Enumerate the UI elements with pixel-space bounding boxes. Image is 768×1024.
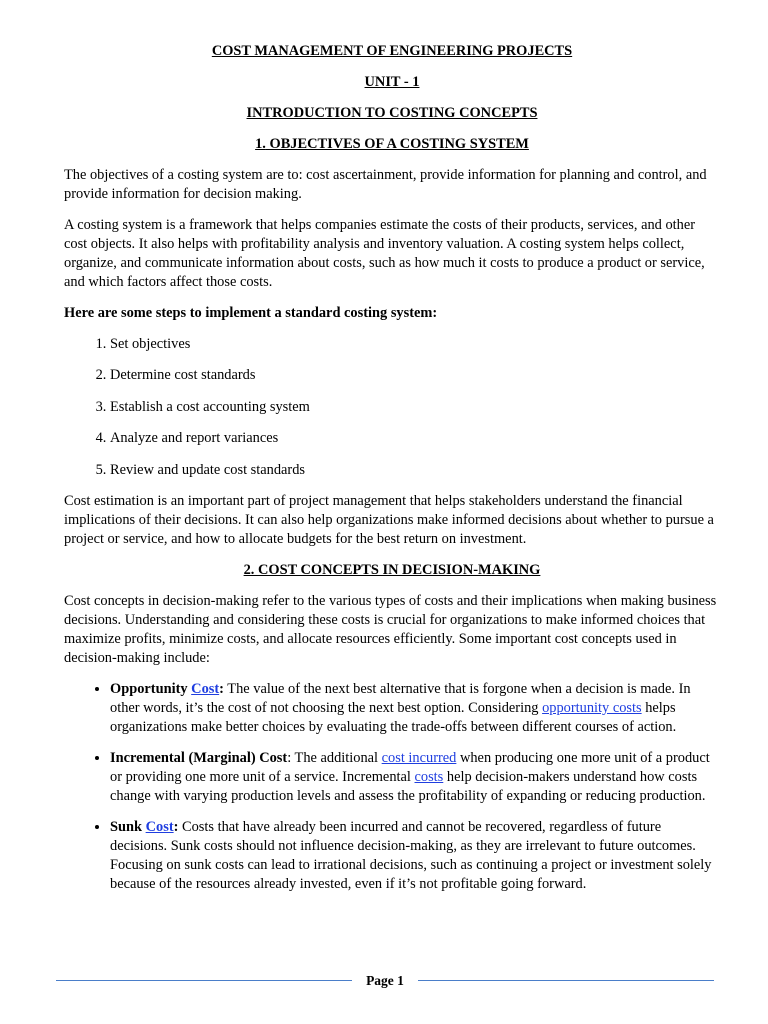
steps-list xyxy=(64,335,720,480)
list-item: 3. Establish a cost accounting system xyxy=(110,398,720,417)
list-item: 1. Set objectives xyxy=(110,335,720,354)
list-item: 2. Determine cost standards xyxy=(110,366,720,385)
section-1-heading xyxy=(64,135,720,154)
section-1-paragraph-3: Cost estimation is an important part of project management that helps stakeholders understand the financial implications of their decisions. It can also help organizations make informed decisions about whether to pursue a project or service, and how to allocate budgets for the best return on investment. xyxy=(64,492,714,547)
section-1-title: OBJECTIVES OF A COSTING SYSTEM xyxy=(269,136,529,152)
page-footer xyxy=(56,970,714,992)
term-incremental: Incremental (Marginal) Cost xyxy=(110,749,288,766)
steps-heading: Here are some steps to implement a standard costing system: xyxy=(64,305,438,321)
document-page xyxy=(64,42,720,906)
opportunity-costs-link[interactable]: opportunity costs xyxy=(542,699,642,716)
term-colon: : xyxy=(219,680,224,697)
cost-link[interactable]: Cost xyxy=(191,680,220,697)
incremental-text-1: : The additional xyxy=(287,749,382,766)
incremental-text-3: help decision-makers understand how costs change with varying production levels and assess the profitability of expanding or reducing production. xyxy=(110,768,706,804)
cost-incurred-link[interactable]: cost incurred xyxy=(381,749,457,766)
incremental-text-2: when producing one more unit of a product or providing one more unit of a service. Incremental xyxy=(110,749,710,785)
chapter-heading: INTRODUCTION TO COSTING CONCEPTS xyxy=(246,105,538,121)
section-1-paragraph-1: The objectives of a costing system are to: cost ascertainment, provide information for planning and control, and provide information for decision making. xyxy=(64,167,707,202)
term-opportunity: Opportunity xyxy=(110,680,192,697)
opportunity-text-1: The value of the next best alternative that is forgone when a decision is made. In other words, it’s the cost of not choosing the next best option. Considering xyxy=(110,680,691,716)
section-1-paragraph-2: A costing system is a framework that helps companies estimate the costs of their products, services, and other cost objects. It also helps with profitability analysis and inventory valuation. A costing system helps collect, organize, and communicate information about costs, such as how much it costs to produce a product or service, and which factors affect those costs. xyxy=(64,217,705,290)
list-item-sunk-cost xyxy=(110,818,720,894)
section-2-intro: Cost concepts in decision-making refer to the various types of costs and their implications when making business decisions. Understanding and considering these costs is crucial for organizations to make informed choices that maximize profits, minimize costs, and allocate resources efficiently. Some important cost concepts used in decision-making include: xyxy=(64,592,717,666)
list-item-opportunity-cost xyxy=(110,680,720,737)
costs-link[interactable]: costs xyxy=(414,768,444,785)
term-colon: : xyxy=(173,818,179,835)
page-number: Page 1 xyxy=(366,973,404,988)
opportunity-text-2: helps organizations make better choices by evaluating the trade-offs between different courses of action. xyxy=(110,699,677,735)
footer-rule-right xyxy=(418,980,714,981)
list-item-incremental-cost xyxy=(110,749,720,806)
sunk-text-1: Costs that have already been incurred and cannot be recovered, regardless of future decisions. Sunk costs should not influence decision-making, as they are irrelevant to future outcomes. Focusing on sunk costs can lead to irrational decisions, such as continuing a project or investment solely because of the resources already invested, even if it’s not profitable going forward. xyxy=(110,818,712,892)
list-item: 5. Review and update cost standards xyxy=(110,461,720,480)
section-1-number: 1. xyxy=(255,136,266,152)
footer-rule-left xyxy=(56,980,352,981)
document-title: COST MANAGEMENT OF ENGINEERING PROJECTS xyxy=(211,43,573,59)
list-item: 4. Analyze and report variances xyxy=(110,429,720,448)
cost-link[interactable]: Cost xyxy=(145,818,174,835)
term-sunk: Sunk xyxy=(110,818,146,835)
section-2-heading: 2. COST CONCEPTS IN DECISION-MAKING xyxy=(243,561,541,578)
cost-concepts-list xyxy=(64,680,720,894)
unit-heading: UNIT - 1 xyxy=(364,74,420,90)
